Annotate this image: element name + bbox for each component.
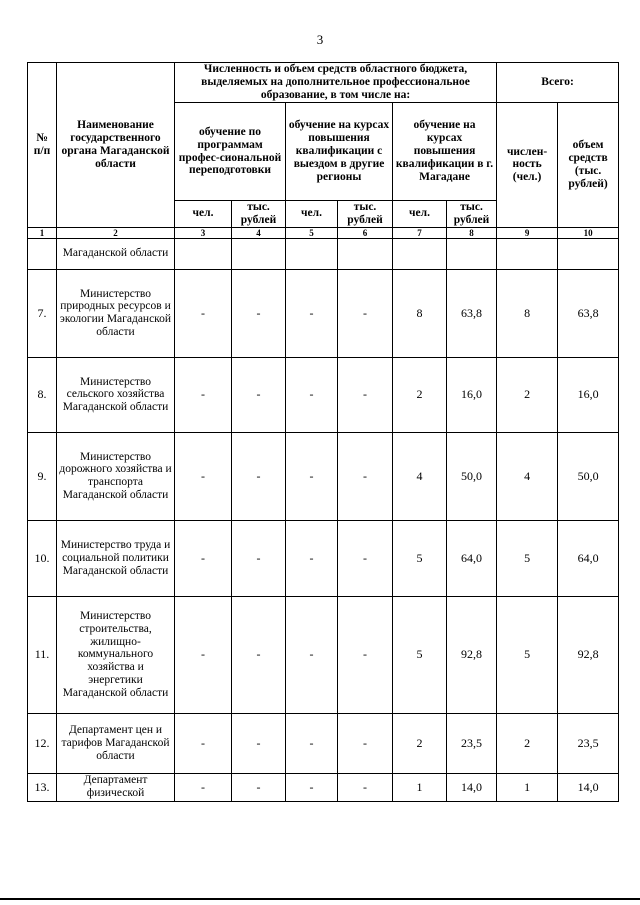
- header-thousand-rub: тыс. рублей: [447, 201, 497, 228]
- cell: 92,8: [447, 596, 497, 713]
- cell: 5: [393, 596, 447, 713]
- org-name: Министерство труда и социальной политики Магаданской области: [57, 520, 175, 596]
- cell: 8: [497, 269, 558, 357]
- cell: -: [338, 773, 393, 801]
- cell: 1: [497, 773, 558, 801]
- table-row: [28, 357, 619, 432]
- table-row: [28, 520, 619, 596]
- row-number: 7.: [28, 269, 57, 357]
- org-name: Министерство дорожного хозяйства и транспорта Магаданской области: [57, 432, 175, 520]
- table-row: [28, 269, 619, 357]
- cell: 64,0: [447, 520, 497, 596]
- org-name: Департамент физической: [57, 773, 175, 801]
- column-index: 10: [558, 227, 619, 238]
- header-thousand-rub: тыс. рублей: [338, 201, 393, 228]
- cell: -: [286, 773, 338, 801]
- column-index: 7: [393, 227, 447, 238]
- cell: 23,5: [558, 713, 619, 773]
- cell: [286, 238, 338, 269]
- cell: -: [175, 269, 232, 357]
- header-persons: чел.: [393, 201, 447, 228]
- cell: -: [286, 713, 338, 773]
- cell: 23,5: [447, 713, 497, 773]
- cell: 92,8: [558, 596, 619, 713]
- cell: -: [232, 773, 286, 801]
- cell: 14,0: [558, 773, 619, 801]
- table-row: [28, 238, 619, 269]
- cell: 8: [393, 269, 447, 357]
- cell: 50,0: [447, 432, 497, 520]
- cell: -: [338, 432, 393, 520]
- cell: -: [175, 357, 232, 432]
- cell: [338, 238, 393, 269]
- column-index: 2: [57, 227, 175, 238]
- org-name: Министерство природных ресурсов и экологии Магаданской области: [57, 269, 175, 357]
- cell: -: [175, 596, 232, 713]
- page-number: 3: [316, 32, 324, 47]
- cell: [232, 238, 286, 269]
- cell: -: [286, 432, 338, 520]
- header-num: № п/п: [28, 63, 57, 228]
- cell: -: [175, 773, 232, 801]
- column-index: 1: [28, 227, 57, 238]
- cell: [393, 238, 447, 269]
- cell: [447, 238, 497, 269]
- row-number: 12.: [28, 713, 57, 773]
- column-index: 4: [232, 227, 286, 238]
- column-index: 5: [286, 227, 338, 238]
- cell: -: [338, 596, 393, 713]
- page-bottom-rule: [0, 898, 640, 900]
- cell: 5: [497, 596, 558, 713]
- cell: [175, 238, 232, 269]
- header-total-count: числен-ность (чел.): [497, 103, 558, 228]
- org-name: Магаданской области: [57, 238, 175, 269]
- row-number: 10.: [28, 520, 57, 596]
- cell: 50,0: [558, 432, 619, 520]
- cell: -: [286, 596, 338, 713]
- cell: -: [232, 269, 286, 357]
- cell: [497, 238, 558, 269]
- cell: -: [232, 520, 286, 596]
- cell: -: [175, 520, 232, 596]
- cell: -: [175, 432, 232, 520]
- cell: 5: [497, 520, 558, 596]
- header-sub-magadan: обучение на курсах повышения квалификации в г. Магадане: [393, 103, 497, 201]
- cell: 2: [393, 357, 447, 432]
- cell: -: [175, 713, 232, 773]
- cell: -: [338, 713, 393, 773]
- cell: -: [338, 520, 393, 596]
- cell: -: [338, 269, 393, 357]
- header-sub-retraining: обучение по программам профес-сиональной переподготовки: [175, 103, 286, 201]
- header-persons: чел.: [175, 201, 232, 228]
- column-index: 3: [175, 227, 232, 238]
- header-total: Всего:: [497, 63, 619, 103]
- row-number: 13.: [28, 773, 57, 801]
- header-sub-other-regions: обучение на курсах повышения квалификации с выездом в другие регионы: [286, 103, 393, 201]
- cell: -: [338, 357, 393, 432]
- cell: -: [232, 357, 286, 432]
- budget-table: [27, 62, 619, 802]
- cell: -: [286, 357, 338, 432]
- cell: 5: [393, 520, 447, 596]
- row-number: [28, 238, 57, 269]
- table-row: [28, 773, 619, 801]
- cell: 14,0: [447, 773, 497, 801]
- cell: 16,0: [558, 357, 619, 432]
- cell: 4: [497, 432, 558, 520]
- column-index: 8: [447, 227, 497, 238]
- cell: 2: [497, 713, 558, 773]
- header-org: Наименование государственного органа Магаданской области: [57, 63, 175, 228]
- cell: 63,8: [447, 269, 497, 357]
- header-total-amount: объем средств (тыс. рублей): [558, 103, 619, 228]
- org-name: Департамент цен и тарифов Магаданской области: [57, 713, 175, 773]
- row-number: 8.: [28, 357, 57, 432]
- cell: -: [232, 596, 286, 713]
- header-persons: чел.: [286, 201, 338, 228]
- cell: 4: [393, 432, 447, 520]
- row-number: 11.: [28, 596, 57, 713]
- cell: [558, 238, 619, 269]
- cell: 64,0: [558, 520, 619, 596]
- column-index: 9: [497, 227, 558, 238]
- header-group: Численность и объем средств областного бюджета, выделяемых на дополнительное профессиональное образование, в том числе на:: [175, 63, 497, 103]
- cell: -: [286, 520, 338, 596]
- cell: 63,8: [558, 269, 619, 357]
- org-name: Министерство сельского хозяйства Магаданской области: [57, 357, 175, 432]
- table-row: [28, 596, 619, 713]
- table-row: [28, 713, 619, 773]
- cell: -: [232, 713, 286, 773]
- cell: -: [232, 432, 286, 520]
- row-number: 9.: [28, 432, 57, 520]
- header-thousand-rub: тыс. рублей: [232, 201, 286, 228]
- column-index-row: [28, 227, 619, 238]
- cell: -: [286, 269, 338, 357]
- column-index: 6: [338, 227, 393, 238]
- org-name: Министерство строительства, жилищно-коммунального хозяйства и энергетики Магаданской области: [57, 596, 175, 713]
- cell: 2: [497, 357, 558, 432]
- table-row: [28, 432, 619, 520]
- cell: 16,0: [447, 357, 497, 432]
- cell: 1: [393, 773, 447, 801]
- cell: 2: [393, 713, 447, 773]
